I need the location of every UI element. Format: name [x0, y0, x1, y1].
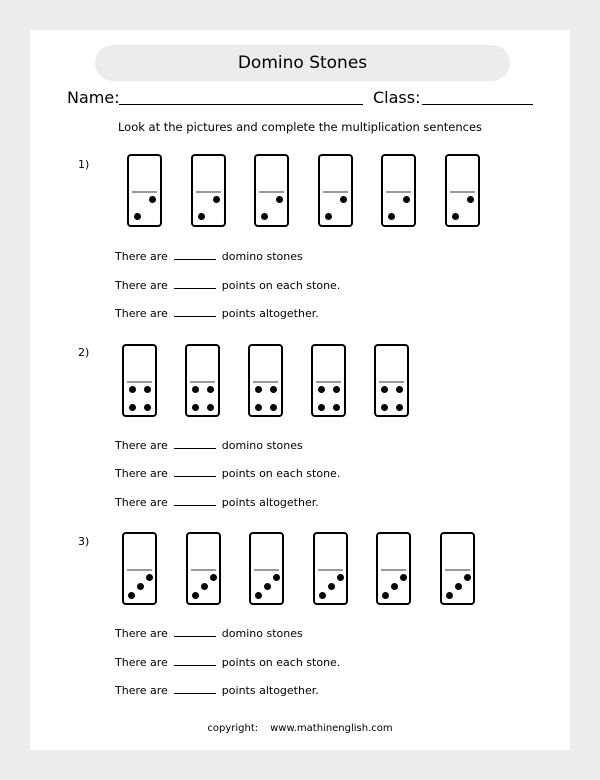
domino-pip [333, 386, 340, 393]
question-number: 3) [78, 535, 90, 548]
domino-stone [381, 154, 416, 227]
domino-pip [192, 592, 199, 599]
domino-stone [374, 344, 409, 417]
class-label: Class: [373, 88, 421, 107]
domino-stone [313, 532, 348, 605]
answer-blank[interactable] [174, 438, 216, 449]
sentence-prefix: There are [115, 656, 168, 669]
domino-pip [381, 404, 388, 411]
answer-blank[interactable] [174, 306, 216, 317]
domino-divider [132, 191, 157, 193]
domino-pip [337, 574, 344, 581]
domino-stone [318, 154, 353, 227]
sentence-prefix: There are [115, 684, 168, 697]
domino-pip [333, 404, 340, 411]
answer-blank[interactable] [174, 278, 216, 289]
domino-divider [196, 191, 221, 193]
sentence-points-each [115, 655, 340, 669]
question-number: 2) [78, 346, 90, 359]
domino-divider [127, 569, 152, 571]
copyright-site: www.mathinenglish.com [270, 723, 393, 734]
sentence-prefix: There are [115, 279, 168, 292]
domino-pip [255, 404, 262, 411]
domino-divider [445, 569, 470, 571]
domino-divider [253, 381, 278, 383]
sentence-points-total [115, 306, 319, 320]
domino-pip [128, 592, 135, 599]
answer-blank[interactable] [174, 683, 216, 694]
answer-blank[interactable] [174, 249, 216, 260]
answer-blank[interactable] [174, 495, 216, 506]
sentence-prefix: There are [115, 250, 168, 263]
sentence-domino-count [115, 438, 303, 452]
sentence-prefix: There are [115, 627, 168, 640]
domino-pip [146, 574, 153, 581]
domino-pip [137, 583, 144, 590]
domino-pip [340, 196, 347, 203]
name-label: Name: [67, 88, 120, 107]
domino-stone [185, 344, 220, 417]
domino-stone [248, 344, 283, 417]
domino-pip [452, 213, 459, 220]
sentence-domino-count [115, 249, 303, 263]
domino-pip [325, 213, 332, 220]
domino-pip [318, 386, 325, 393]
domino-divider [127, 381, 152, 383]
domino-pip [192, 404, 199, 411]
domino-pip [319, 592, 326, 599]
domino-divider [381, 569, 406, 571]
copyright-footer [30, 723, 570, 734]
domino-pip [446, 592, 453, 599]
domino-pip [455, 583, 462, 590]
sentence-suffix: domino stones [221, 250, 303, 263]
domino-stone [376, 532, 411, 605]
domino-pip [192, 386, 199, 393]
domino-pip [144, 404, 151, 411]
sentence-domino-count [115, 626, 303, 640]
domino-pip [255, 592, 262, 599]
domino-pip [388, 213, 395, 220]
domino-pip [400, 574, 407, 581]
sentence-prefix: There are [115, 496, 168, 509]
answer-blank[interactable] [174, 466, 216, 477]
domino-pip [264, 583, 271, 590]
sentence-suffix: points on each stone. [221, 279, 341, 292]
domino-stone [440, 532, 475, 605]
domino-divider [318, 569, 343, 571]
domino-pip [210, 574, 217, 581]
domino-pip [134, 213, 141, 220]
domino-pip [207, 404, 214, 411]
sentence-prefix: There are [115, 307, 168, 320]
domino-stone [122, 344, 157, 417]
title-text: Domino Stones [237, 53, 368, 73]
domino-stone [127, 154, 162, 227]
answer-blank[interactable] [174, 626, 216, 637]
domino-divider [254, 569, 279, 571]
domino-pip [149, 196, 156, 203]
domino-pip [391, 583, 398, 590]
sentence-suffix: points altogether. [221, 307, 319, 320]
domino-divider [379, 381, 404, 383]
domino-pip [318, 404, 325, 411]
domino-stone [186, 532, 221, 605]
domino-pip [276, 196, 283, 203]
name-line[interactable] [119, 104, 363, 105]
domino-pip [129, 386, 136, 393]
domino-pip [464, 574, 471, 581]
domino-pip [129, 404, 136, 411]
domino-divider [259, 191, 284, 193]
domino-stone [249, 532, 284, 605]
worksheet [30, 30, 570, 750]
domino-pip [381, 386, 388, 393]
answer-blank[interactable] [174, 655, 216, 666]
domino-divider [450, 191, 475, 193]
domino-stone [445, 154, 480, 227]
class-line[interactable] [422, 104, 533, 105]
domino-pip [270, 404, 277, 411]
sentence-points-each [115, 278, 340, 292]
domino-pip [255, 386, 262, 393]
domino-divider [191, 569, 216, 571]
domino-pip [328, 583, 335, 590]
sentence-points-each [115, 466, 340, 480]
domino-stone [191, 154, 226, 227]
domino-pip [467, 196, 474, 203]
worksheet-title [95, 45, 510, 81]
domino-pip [273, 574, 280, 581]
domino-divider [386, 191, 411, 193]
domino-stone [122, 532, 157, 605]
sentence-suffix: domino stones [221, 627, 303, 640]
sentence-suffix: points on each stone. [221, 467, 341, 480]
copyright-label: copyright: [207, 723, 259, 734]
sentence-points-total [115, 495, 319, 509]
domino-pip [198, 213, 205, 220]
domino-pip [144, 386, 151, 393]
domino-stone [311, 344, 346, 417]
sentence-suffix: domino stones [221, 439, 303, 452]
domino-pip [261, 213, 268, 220]
instruction-text: Look at the pictures and complete the multiplication sentences [117, 120, 483, 134]
domino-pip [207, 386, 214, 393]
domino-divider [323, 191, 348, 193]
sentence-prefix: There are [115, 439, 168, 452]
domino-divider [316, 381, 341, 383]
domino-pip [403, 196, 410, 203]
domino-pip [201, 583, 208, 590]
domino-pip [270, 386, 277, 393]
sentence-suffix: points altogether. [221, 684, 319, 697]
domino-divider [190, 381, 215, 383]
sentence-suffix: points altogether. [221, 496, 319, 509]
sentence-suffix: points on each stone. [221, 656, 341, 669]
domino-pip [213, 196, 220, 203]
question-number: 1) [78, 158, 90, 171]
sentence-points-total [115, 683, 319, 697]
domino-pip [396, 404, 403, 411]
domino-stone [254, 154, 289, 227]
sentence-prefix: There are [115, 467, 168, 480]
domino-pip [396, 386, 403, 393]
domino-pip [382, 592, 389, 599]
